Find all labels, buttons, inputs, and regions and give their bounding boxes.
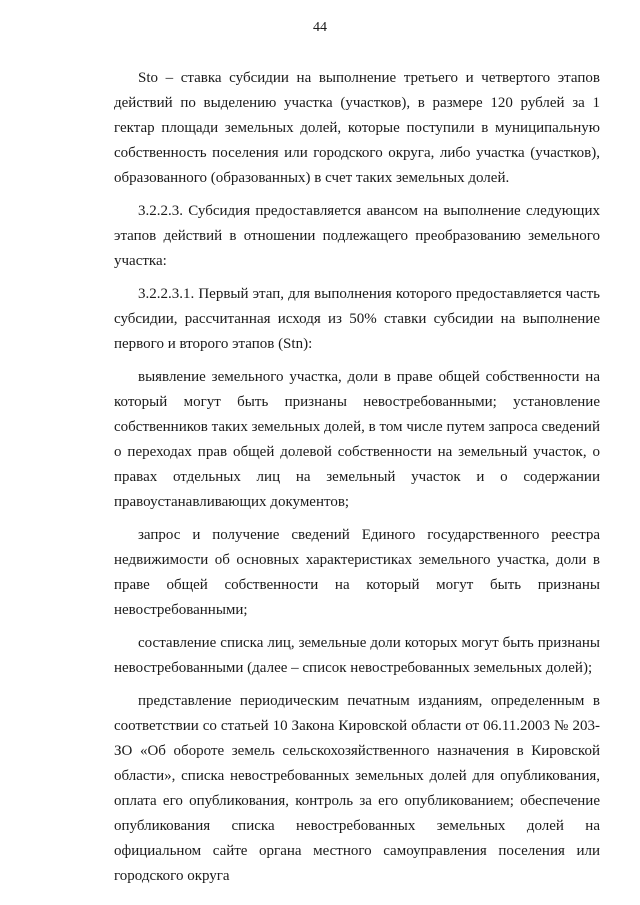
paragraph-list-compilation: составление списка лиц, земельные доли которых могут быть признаны невостребованными (далее – список невостребованных земельных долей); (114, 635, 600, 676)
paragraph-3-2-2-3-1: 3.2.2.3.1. Первый этап, для выполнения которого предоставляется часть субсидии, рассчитанная исходя из 50% ставки субсидии на выполнение первого и второго этапов (Stn): (114, 286, 600, 352)
paragraph-3-2-2-3: 3.2.2.3. Субсидия предоставляется авансом на выполнение следующих этапов действий в отношении подлежащего преобразованию земельного участка: (114, 203, 600, 269)
paragraph-publication: представление периодическим печатным изданиям, определенным в соответствии со статьей 10 Закона Кировской области от 06.11.2003 № 203-ЗО «Об обороте земель сельскохозяйственного назначения в Кировской области», списка невостребованных земельных долей для опубликования, оплата его опубликования, контроль за его опубликованием; обеспечение опубликования списка невостребованных земельных долей на официальном сайте органа местного самоуправления поселения или городского округа (114, 693, 600, 884)
paragraph-registry-request: запрос и получение сведений Единого государственного реестра недвижимости об основных характеристиках земельного участка, доли в праве общей собственности на который могут быть признаны невостребованными; (114, 527, 600, 618)
paragraph-sto-definition: Sto – ставка субсидии на выполнение третьего и четвертого этапов действий по выделению участка (участков), в размере 120 рублей за 1 гектар площади земельных долей, которые поступили в муниципальную собственность поселения или городского округа, либо участка (участков), образованного (образованных) в счет таких земельных долей. (114, 70, 600, 186)
document-body (114, 66, 600, 889)
paragraph-identification: выявление земельного участка, доли в праве общей собственности на который могут быть признаны невостребованными; установление собственников таких земельных долей, в том числе путем запроса сведений о переходах прав общей долевой собственности на земельный участок, о правах отдельных лиц на земельный участок и о содержании правоустанавливающих документов; (114, 369, 600, 510)
page-number: 44 (313, 20, 327, 35)
